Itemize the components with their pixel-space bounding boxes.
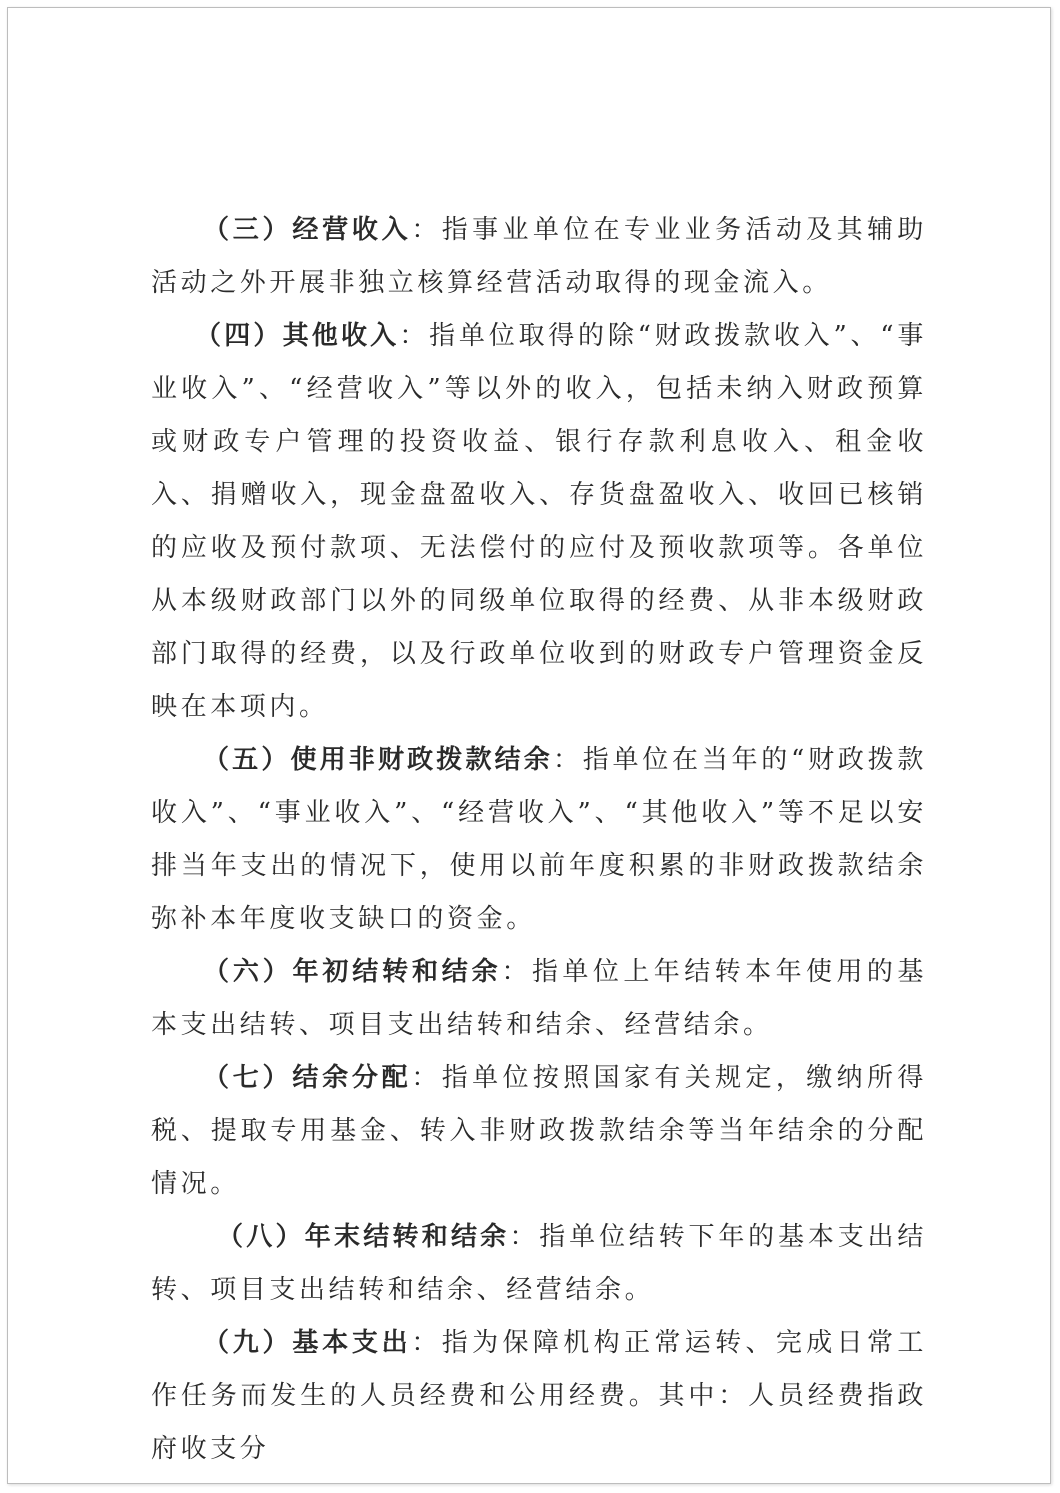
document-body xyxy=(151,204,927,1476)
definition-closing-carryover: ：指单位结转下年的基本支出结转、项目支出结转和结余、经营结余。 xyxy=(151,1222,927,1305)
term-operating-income: （三）经营收入 xyxy=(203,215,412,245)
paragraph-operating-income xyxy=(151,204,927,310)
paragraph-opening-carryover xyxy=(151,946,927,1052)
definition-operating-income: ：指事业单位在专业业务活动及其辅助活动之外开展非独立核算经营活动取得的现金流入。 xyxy=(151,215,927,298)
term-basic-expenditure: （九）基本支出 xyxy=(203,1328,412,1358)
term-other-income: （四）其他收入 xyxy=(195,321,400,351)
term-closing-carryover: （八）年末结转和结余 xyxy=(217,1222,510,1252)
definition-non-fiscal-balance: ：指单位在当年的“财政拨款收入”、“事业收入”、“经营收入”、“其他收入”等不足以安排当年支出的情况下，使用以前年度积累的非财政拨款结余弥补本年度收支缺口的资金。 xyxy=(151,745,927,934)
paragraph-balance-distribution xyxy=(151,1052,927,1211)
term-opening-carryover: （六）年初结转和结余 xyxy=(203,957,502,987)
definition-other-income: ：指单位取得的除“财政拨款收入”、“事业收入”、“经营收入”等以外的收入，包括未纳入财政预算或财政专户管理的投资收益、银行存款利息收入、租金收入、捐赠收入，现金盘盈收入、存货盘盈收入、收回已核销的应收及预付款项、无法偿付的应付及预收款项等。各单位从本级财政部门以外的同级单位取得的经费、从非本级财政部门取得的经费，以及行政单位收到的财政专户管理资金反映在本项内。 xyxy=(151,321,927,722)
definition-balance-distribution: ：指单位按照国家有关规定，缴纳所得税、提取专用基金、转入非财政拨款结余等当年结余的分配情况。 xyxy=(151,1063,927,1199)
paragraph-non-fiscal-balance xyxy=(151,734,927,946)
paragraph-basic-expenditure xyxy=(151,1317,927,1476)
paragraph-closing-carryover xyxy=(151,1211,927,1317)
paragraph-other-income xyxy=(151,310,927,734)
term-balance-distribution: （七）结余分配 xyxy=(203,1063,412,1093)
definition-opening-carryover: ：指单位上年结转本年使用的基本支出结转、项目支出结转和结余、经营结余。 xyxy=(151,957,927,1040)
term-non-fiscal-balance: （五）使用非财政拨款结余 xyxy=(203,745,553,775)
definition-basic-expenditure: ：指为保障机构正常运转、完成日常工作任务而发生的人员经费和公用经费。其中：人员经费指政府收支分 xyxy=(151,1328,927,1464)
document-page xyxy=(7,7,1051,1484)
